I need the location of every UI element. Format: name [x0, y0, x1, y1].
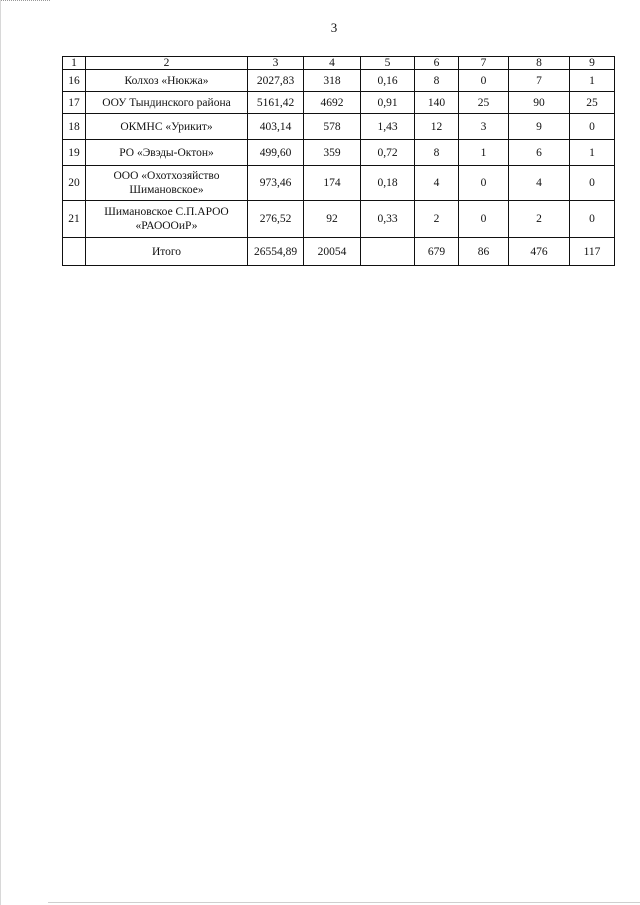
column-header: 5: [361, 57, 415, 70]
table-cell: 1: [459, 140, 509, 166]
table-cell: 6: [509, 140, 570, 166]
column-header: 3: [248, 57, 304, 70]
table-cell: 2027,83: [248, 70, 304, 92]
column-header: 4: [304, 57, 361, 70]
column-header: 9: [570, 57, 615, 70]
organization-cell: ООУ Тындинского района: [86, 92, 248, 114]
row-number-cell: 16: [63, 70, 86, 92]
scan-edge-bottom: [48, 902, 640, 903]
column-header: 7: [459, 57, 509, 70]
table-cell: 7: [509, 70, 570, 92]
table-cell: 3: [459, 114, 509, 140]
table-cell: 8: [415, 70, 459, 92]
total-cell: [361, 238, 415, 266]
table-cell: 0: [570, 166, 615, 201]
table-cell: 1,43: [361, 114, 415, 140]
organization-cell: Шимановское С.П.АРОО «РАОООиР»: [86, 201, 248, 238]
table-row: [63, 114, 615, 140]
scan-edge-top: [0, 0, 50, 2]
table-cell: 359: [304, 140, 361, 166]
organization-cell: ОКМНС «Урикит»: [86, 114, 248, 140]
table-cell: 174: [304, 166, 361, 201]
table-cell: 25: [570, 92, 615, 114]
organization-cell: ООО «Охотхозяйство Шимановское»: [86, 166, 248, 201]
table-cell: 90: [509, 92, 570, 114]
table-cell: 0: [570, 201, 615, 238]
table-cell: 8: [415, 140, 459, 166]
table-cell: 0: [459, 201, 509, 238]
total-cell: 679: [415, 238, 459, 266]
organization-cell: Колхоз «Нюкжа»: [86, 70, 248, 92]
table-cell: 4: [415, 166, 459, 201]
table-cell: 92: [304, 201, 361, 238]
table-cell: 12: [415, 114, 459, 140]
table-cell: 5161,42: [248, 92, 304, 114]
table-row: [63, 92, 615, 114]
table-cell: 0: [459, 166, 509, 201]
table-cell: 318: [304, 70, 361, 92]
table-row: [63, 166, 615, 201]
table-cell: 0: [459, 70, 509, 92]
table-cell: 1: [570, 70, 615, 92]
total-cell: 26554,89: [248, 238, 304, 266]
column-header: 2: [86, 57, 248, 70]
table-cell: 0,72: [361, 140, 415, 166]
table-cell: 140: [415, 92, 459, 114]
table-cell: 403,14: [248, 114, 304, 140]
table-cell: 0,16: [361, 70, 415, 92]
table-cell: 2: [509, 201, 570, 238]
table-row: [63, 140, 615, 166]
table-cell: 4: [509, 166, 570, 201]
table-cell: 0,18: [361, 166, 415, 201]
table-row: [63, 201, 615, 238]
column-header: 8: [509, 57, 570, 70]
table-header-row: [63, 57, 615, 70]
total-cell: 476: [509, 238, 570, 266]
row-number-cell: 20: [63, 166, 86, 201]
total-row: [63, 238, 615, 266]
table-cell: 25: [459, 92, 509, 114]
scan-edge-left: [0, 0, 1, 905]
table-cell: 499,60: [248, 140, 304, 166]
total-cell: 117: [570, 238, 615, 266]
table-cell: 1: [570, 140, 615, 166]
table-cell: 0,33: [361, 201, 415, 238]
total-label: Итого: [86, 238, 248, 266]
organization-cell: РО «Эвэды-Октон»: [86, 140, 248, 166]
column-header: 1: [63, 57, 86, 70]
table-cell: 973,46: [248, 166, 304, 201]
total-cell: 20054: [304, 238, 361, 266]
row-number-cell: 17: [63, 92, 86, 114]
data-table: [62, 56, 615, 266]
table-cell: 0: [570, 114, 615, 140]
table-cell: 276,52: [248, 201, 304, 238]
table-cell: 4692: [304, 92, 361, 114]
table-row: [63, 70, 615, 92]
row-number-cell: 21: [63, 201, 86, 238]
row-number-cell: 19: [63, 140, 86, 166]
table-cell: 578: [304, 114, 361, 140]
page-number: 3: [330, 20, 338, 35]
column-header: 6: [415, 57, 459, 70]
table-cell: 9: [509, 114, 570, 140]
total-empty-cell: [63, 238, 86, 266]
row-number-cell: 18: [63, 114, 86, 140]
total-cell: 86: [459, 238, 509, 266]
table-cell: 2: [415, 201, 459, 238]
table-cell: 0,91: [361, 92, 415, 114]
